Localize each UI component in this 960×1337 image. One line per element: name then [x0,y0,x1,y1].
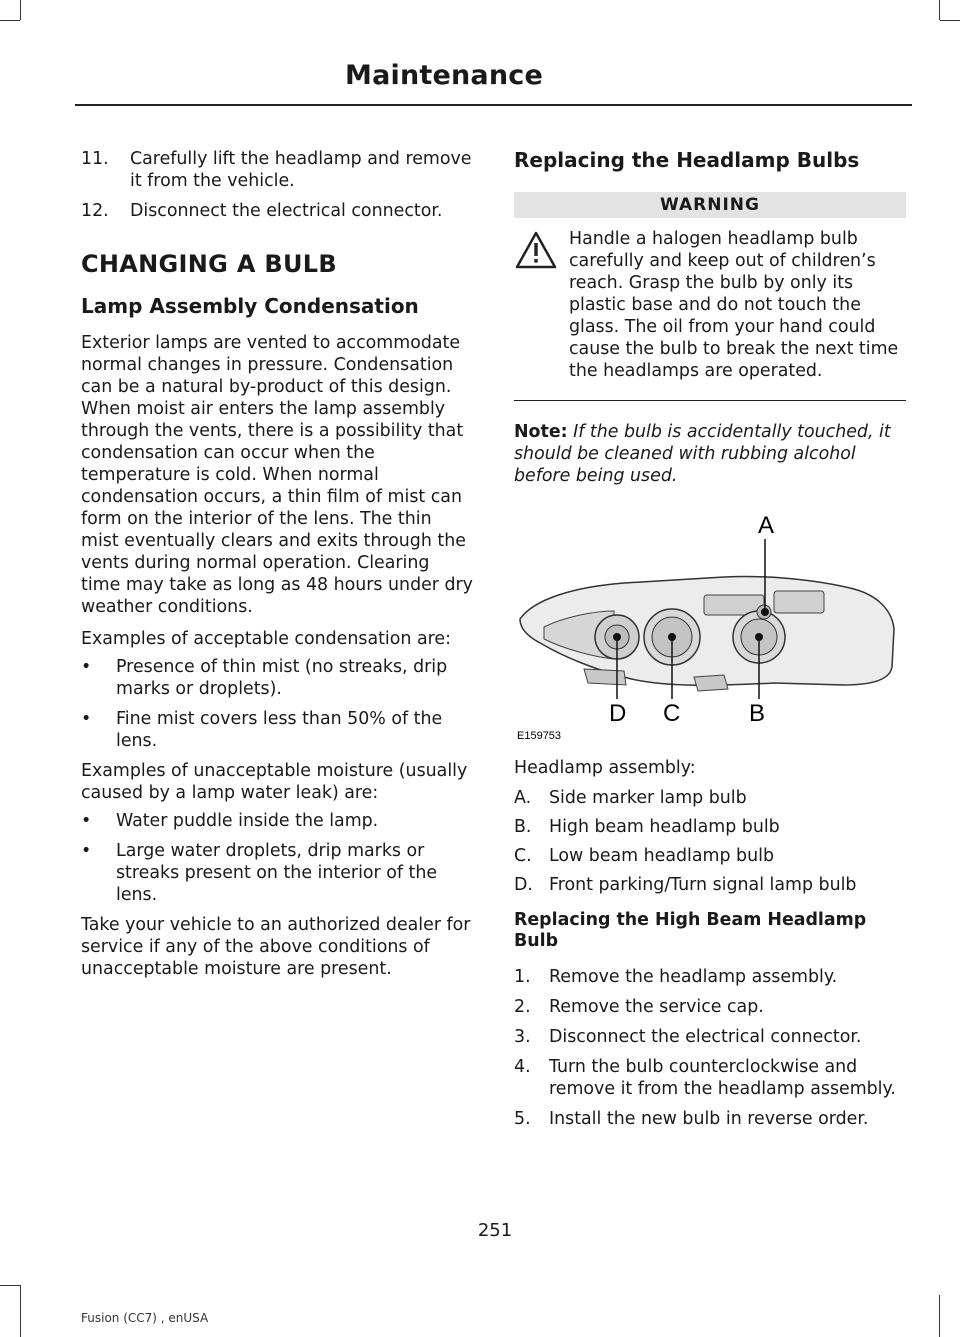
list-item: • Water puddle inside the lamp. [81,811,379,831]
assembly-heading: Headlamp assembly: [514,758,696,778]
replacing-headlamp-heading: Replacing the Headlamp Bulbs [514,148,860,172]
crop-mark-top-right-v [939,0,940,20]
dealer-paragraph: Take your vehicle to an authorized dealer for service if any of the above conditions of unacceptable moisture are present. [81,915,471,979]
page-title: Maintenance [345,60,543,91]
unacceptable-heading: Examples of unacceptable moisture (usually caused by a lamp water leak) are: [81,761,468,803]
warning-text: Handle a halogen headlamp bulb carefully and keep out of children’s reach. Grasp the bulb by only its plastic base and do not touch the glass. The oil from your hand could cause the bulb to break the next time the headlamps are operated. [569,229,899,381]
list-item: • Large water droplets, drip marks or streaks present on the interior of the lens. [81,841,438,905]
header-rule [75,104,912,106]
figure-code: E159753 [517,730,562,742]
list-item: D. Front parking/Turn signal lamp bulb [514,875,857,895]
condensation-paragraph: Exterior lamps are vented to accommodate normal changes in pressure. Condensation can be a natural by-product of this design. When moist air enters the lamp assembly through the vents, there is a possibility that condensation can occur when the temperature is cold. When normal condensation occurs, a thin film of mist can form on the interior of the lens. The thin mist eventually clears and exits through the vents during normal operation. Clearing time may take as long as 48 hours under dry weather conditions. [81,333,473,617]
callout-a: A [758,512,775,539]
section-heading: CHANGING A BULB [81,250,337,278]
headlamp-figure [514,499,906,749]
crop-mark-top-right-h [940,20,960,21]
callout-c: C [663,700,681,727]
crop-mark-bottom-left-v [20,1285,21,1337]
crop-mark-bottom-right-v [939,1295,940,1337]
callout-b: B [749,700,766,727]
list-item: 1. Remove the headlamp assembly. [514,967,838,987]
footer-text: Fusion (CC7) , enUSA [81,1311,209,1325]
warning-rule [514,400,906,401]
list-item: C. Low beam headlamp bulb [514,846,774,866]
list-item: 3. Disconnect the electrical connector. [514,1027,862,1047]
left-column [81,148,474,980]
warning-box [514,228,906,382]
acceptable-list [81,656,474,752]
steps-continued [81,148,474,222]
acceptable-heading: Examples of acceptable condensation are: [81,629,451,649]
assembly-list [514,787,906,896]
list-item: • Presence of thin mist (no streaks, drip marks or droplets). [81,657,448,699]
list-item: • Fine mist covers less than 50% of the lens. [81,709,443,751]
list-item: A. Side marker lamp bulb [514,788,747,808]
unacceptable-list [81,810,474,906]
note: Note: If the bulb is accidentally touched, it should be cleaned with rubbing alcohol before being used. [514,422,891,486]
crop-mark-top-left-h [0,20,20,21]
warning-bar: WARNING [514,192,906,218]
list-item: 5. Install the new bulb in reverse order. [514,1109,869,1129]
subsection-heading: Lamp Assembly Condensation [81,294,419,318]
high-beam-steps [514,966,906,1130]
list-item: 11. Carefully lift the headlamp and remove it from the vehicle. [81,149,472,191]
list-item: B. High beam headlamp bulb [514,817,780,837]
headlamp-illustration [514,499,906,749]
list-item: 2. Remove the service cap. [514,997,764,1017]
warning-triangle-icon [514,230,558,270]
high-beam-heading: Replacing the High Beam Headlamp Bulb [514,910,867,951]
page-number: 251 [477,1220,513,1241]
list-item: 4. Turn the bulb counterclockwise and remove it from the headlamp assembly. [514,1057,896,1099]
callout-d: D [609,700,627,727]
list-item: 12. Disconnect the electrical connector. [81,201,443,221]
crop-mark-bottom-left-h [0,1285,20,1286]
right-column [514,148,906,1138]
crop-mark-top-left-v [20,0,21,20]
